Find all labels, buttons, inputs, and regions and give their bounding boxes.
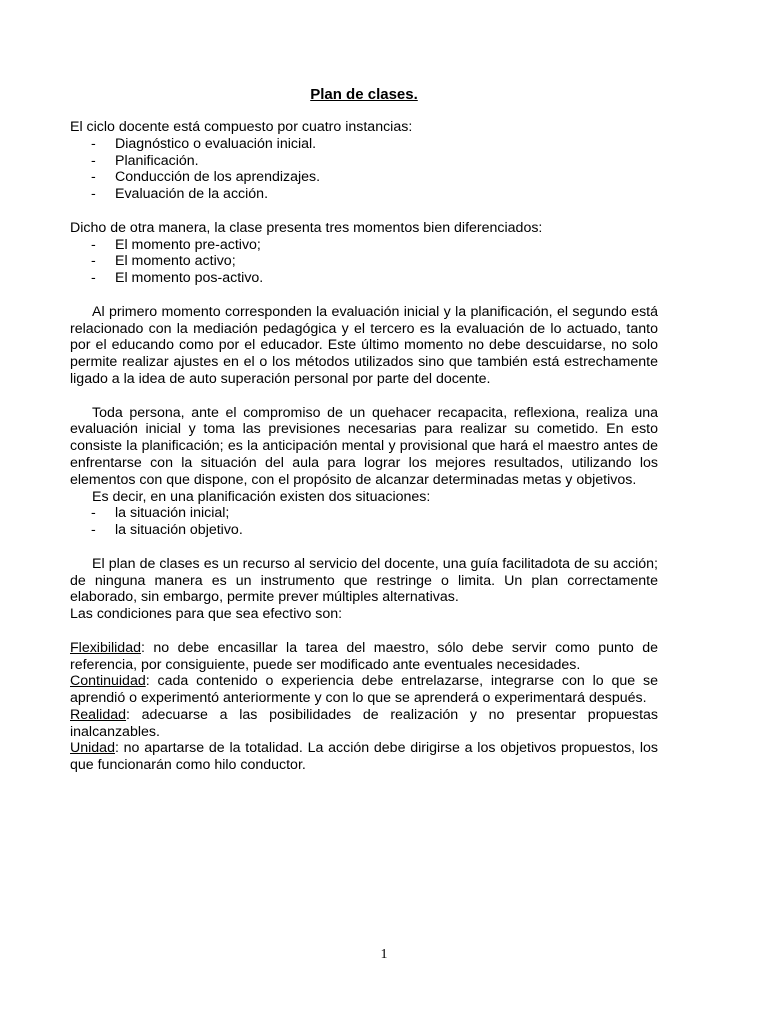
momentos-intro: Dicho de otra manera, la clase presenta tres momentos bien diferenciados: bbox=[70, 219, 543, 236]
condicion-unidad bbox=[70, 740, 658, 774]
dash-marker: - bbox=[91, 236, 96, 253]
list-item-text: la situación objetivo. bbox=[115, 522, 243, 539]
list-item bbox=[70, 253, 658, 270]
list-item-text: Evaluación de la acción. bbox=[115, 186, 269, 203]
paragraph-momentos: Al primero momento corresponden la evaluación inicial y la planificación, el segundo está relacionado con la mediación pedagógica y el tercero es la evaluación de lo actuado, tanto por el educando como por el educador. Este último momento no debe descuidarse, no solo permite realizar ajustes en el o los métodos utilizados sino que también está estrechamente ligado a la idea de auto superación personal por parte del docente. bbox=[70, 303, 658, 387]
document-page bbox=[70, 86, 658, 774]
list-item bbox=[70, 505, 658, 522]
dash-marker: - bbox=[91, 169, 96, 186]
page-number: 1 bbox=[380, 947, 388, 962]
condicion-realidad bbox=[70, 707, 658, 741]
condicion-text: : adecuarse a las posibilidades de realización y no presentar propuestas inalcanzables. bbox=[70, 706, 658, 740]
spacer bbox=[70, 203, 658, 220]
situaciones-intro: Es decir, en una planificación existen dos situaciones: bbox=[92, 488, 431, 505]
list-item-text: El momento pre-activo; bbox=[115, 236, 261, 253]
condicion-text: : no apartarse de la totalidad. La acción debe dirigirse a los objetivos propuestos, los que funcionarán como hilo conductor. bbox=[70, 740, 658, 774]
list-item bbox=[70, 169, 658, 186]
condicion-term: Realidad bbox=[70, 706, 127, 723]
condicion-term: Flexibilidad bbox=[70, 639, 141, 656]
dash-marker: - bbox=[91, 270, 96, 287]
dash-marker: - bbox=[91, 522, 96, 539]
list-item-text: Diagnóstico o evaluación inicial. bbox=[115, 135, 317, 152]
paragraph-plan-de-clases: El plan de clases es un recurso al servicio del docente, una guía facilitadota de su acción; de ninguna manera es un instrumento que restringe o limita. Un plan correctamente elaborado, sin embargo, permite prever múltiples alternativas. bbox=[70, 555, 658, 606]
condicion-term: Continuidad bbox=[70, 673, 146, 690]
condicion-text: : no debe encasillar la tarea del maestro, sólo debe servir como punto de referencia, por consiguiente, puede ser modificado ante eventuales necesidades. bbox=[70, 639, 658, 673]
list-item-text: El momento pos-activo. bbox=[115, 270, 264, 287]
list-item bbox=[70, 237, 658, 254]
paragraph-planificacion: Toda persona, ante el compromiso de un quehacer recapacita, reflexiona, realiza una evaluación inicial y toma las previsiones necesarias para realizar su cometido. En esto consiste la planificación; es la anticipación mental y provisional que hará el maestro antes de enfrentarse con la situación del aula para lograr los mejores resultados, utilizando los elementos con que dispone, con el propósito de alcanzar determinadas metas y objetivos. bbox=[70, 404, 658, 488]
dash-marker: - bbox=[91, 505, 96, 522]
ciclo-intro: El ciclo docente está compuesto por cuatro instancias: bbox=[70, 119, 413, 135]
dash-marker: - bbox=[91, 135, 96, 152]
condicion-term: Unidad bbox=[70, 740, 115, 757]
spacer bbox=[70, 287, 658, 304]
condicion-continuidad bbox=[70, 673, 658, 707]
page-title: Plan de clases. bbox=[310, 86, 418, 103]
list-item-text: Conducción de los aprendizajes. bbox=[115, 169, 321, 186]
condiciones-intro: Las condiciones para que sea efectivo son: bbox=[70, 606, 343, 623]
spacer bbox=[70, 539, 658, 556]
list-item bbox=[70, 153, 658, 170]
condicion-flexibilidad bbox=[70, 640, 658, 674]
list-item-text: Planificación. bbox=[115, 152, 199, 169]
spacer bbox=[70, 388, 658, 405]
list-item bbox=[70, 136, 658, 153]
list-item bbox=[70, 186, 658, 203]
list-item bbox=[70, 522, 658, 539]
dash-marker: - bbox=[91, 152, 96, 169]
dash-marker: - bbox=[91, 253, 96, 270]
list-item bbox=[70, 270, 658, 287]
instancias-list bbox=[70, 136, 658, 203]
dash-marker: - bbox=[91, 186, 96, 203]
list-item-text: la situación inicial; bbox=[115, 505, 230, 522]
momentos-list bbox=[70, 237, 658, 287]
situaciones-list bbox=[70, 505, 658, 539]
list-item-text: El momento activo; bbox=[115, 253, 236, 270]
condicion-text: : cada contenido o experiencia debe entrelazarse, integrarse con lo que se aprendió o experimentó anteriormente y con lo que se aprenderá o experimentará después. bbox=[70, 673, 658, 707]
spacer bbox=[70, 623, 658, 640]
